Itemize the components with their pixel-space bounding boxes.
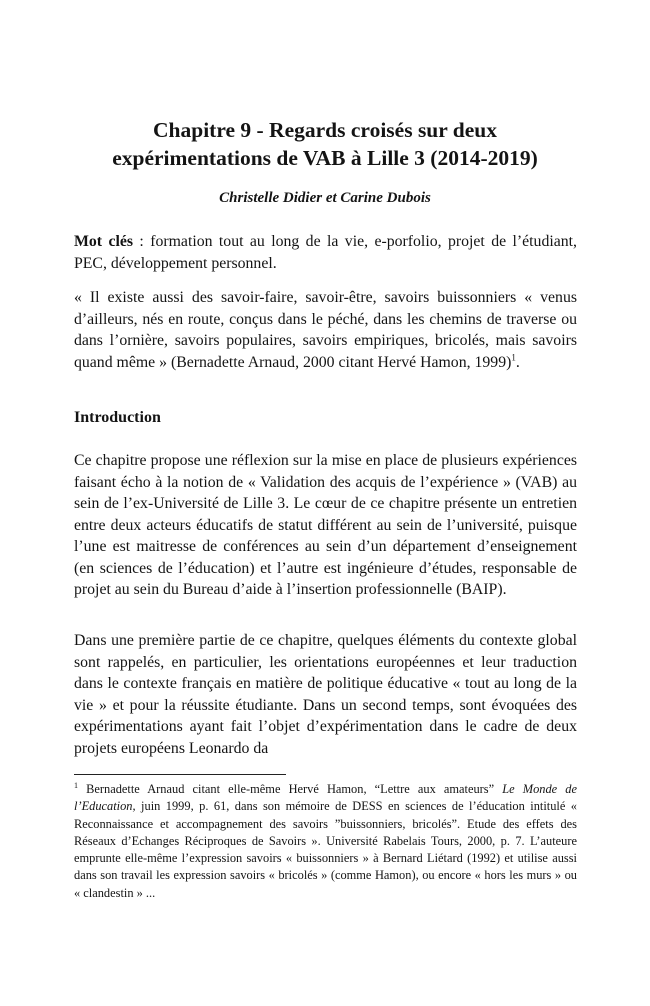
footnote-text-before: Bernadette Arnaud citant elle-même Hervé Hamon, “Lettre aux amateurs” xyxy=(78,782,503,796)
footnote-separator xyxy=(74,774,286,775)
chapter-title xyxy=(60,116,590,172)
keywords-label: Mot clés xyxy=(74,233,134,250)
keywords-paragraph xyxy=(74,231,577,274)
footnote-text-after: juin 1999, p. 61, dans son mémoire de DESS en sciences de l’éducation intitulé « Reconnaissance et accompagnement des savoirs ”buissonniers, bricolés”. Etude des effets des Réseaux d’Echanges Réciproques de Savoirs ». Université Rabelais Tours, 2000, p. 7. L’auteure emprunte elle-même l’expression savoirs « buissonniers » à Bernard Liétard (1992) et utilise aussi dans son travail les expression savoirs « bricolés » (comme Hamon), ou encore « hors les murs » ou « clandestin » ... xyxy=(74,799,577,900)
introduction-paragraph-2: Dans une première partie de ce chapitre, quelques éléments du contexte global sont rappelés, en particulier, les orientations européennes et leur traduction dans le contexte français en matière de politique éducative « tout au long de la vie » et pour la réussite étudiante. Dans un second temps, sont évoquées des expérimentations ayant fait l’objet d’expérimentation dans le cadre de deux projets européens Leonardo da xyxy=(74,632,577,757)
quote-end: . xyxy=(515,353,520,371)
keywords-text: : formation tout au long de la vie, e-porfolio, projet de l’étudiant, PEC, développement personnel. xyxy=(74,233,577,272)
chapter-title-line-1: Chapitre 9 - Regards croisés sur deux xyxy=(153,118,497,142)
chapter-title-line-2: expérimentations de VAB à Lille 3 (2014-2019) xyxy=(112,146,538,170)
epigraph-quote xyxy=(74,287,577,373)
section-heading-introduction: Introduction xyxy=(74,409,161,426)
footnote-reference[interactable]: 1 xyxy=(511,352,516,363)
chapter-authors: Christelle Didier et Carine Dubois xyxy=(219,190,431,206)
quote-text: « Il existe aussi des savoir-faire, savoir-être, savoirs buissonniers « venus d’ailleurs, nés en route, conçus dans le péché, dans les chemins de traverse ou dans l’ornière, savoirs populaires, savoirs empiriques, bricolés, mais savoirs quand même » (Bernadette Arnaud, 2000 citant Hervé Hamon, 1999) xyxy=(74,289,577,371)
footnote-1 xyxy=(74,781,577,902)
footnote-italic-title: Le Monde de l’Education, xyxy=(74,782,577,814)
footnote-number: 1 xyxy=(74,780,78,790)
introduction-paragraph-1: Ce chapitre propose une réflexion sur la mise en place de plusieurs expériences faisant écho à la notion de « Validation des acquis de l’expérience » (VAB) au sein de l’ex-Université de Lille 3. Le cœur de ce chapitre présente un entretien entre deux acteurs éducatifs de statut différent au sein de l’université, puisque l’une est maitresse de conférences au sein d’un département d’enseignement (en sciences de l’éducation) et l’autre est ingénieure d’études, responsable de projet au sein du Bureau d’aide à l’insertion professionnelle (BAIP). xyxy=(74,452,577,598)
